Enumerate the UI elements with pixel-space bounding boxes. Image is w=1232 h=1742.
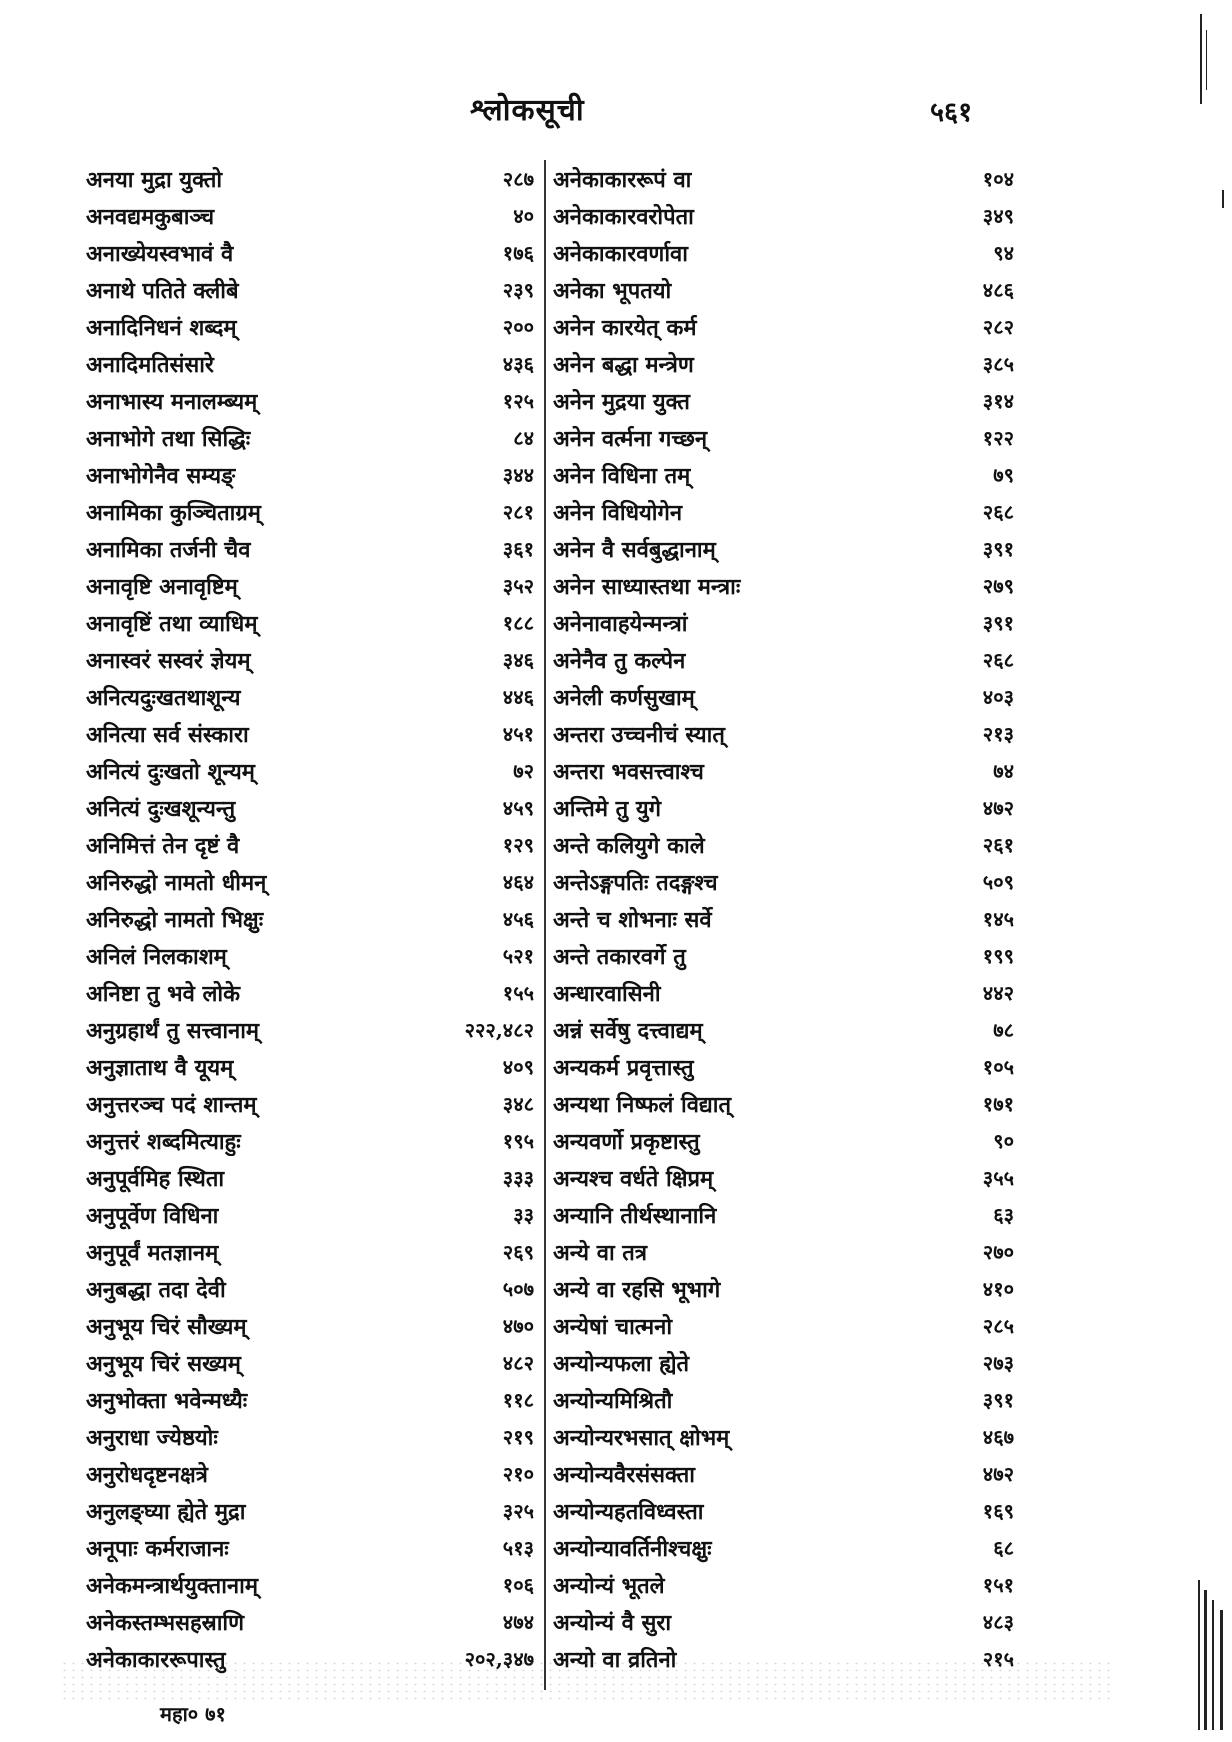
verse-text: अनेन बद्धा मन्त्रेण [553, 351, 694, 378]
page-reference: ५०७ [502, 1277, 534, 1301]
page-reference: २३९ [502, 278, 534, 302]
index-entry [86, 826, 542, 863]
page-reference: ४५१ [502, 722, 534, 746]
verse-text: अनावृष्टि अनावृष्टिम् [86, 573, 238, 600]
verse-text: अनेली कर्णसुखाम् [553, 684, 695, 711]
verse-text: अनुभूय चिरं सख्यम् [86, 1350, 241, 1377]
page-reference: ७९ [993, 463, 1014, 487]
verse-text: अनेकाकारवर्णावा [553, 240, 688, 267]
page-reference: १०४ [982, 167, 1014, 191]
page-reference: ३५५ [982, 1166, 1014, 1190]
page-reference: ३८५ [982, 352, 1014, 376]
signature-mark: महा० ७१ [160, 1702, 226, 1726]
verse-text: अनेन कारयेत् कर्म [553, 314, 697, 341]
verse-text: अनुपूर्वेण विधिना [86, 1202, 219, 1229]
page-reference: ४८६ [982, 278, 1014, 302]
verse-text: अनिमित्तं तेन दृष्टं वै [86, 832, 240, 859]
page-reference: २७३ [982, 1351, 1014, 1375]
page-reference: ६८ [993, 1536, 1014, 1560]
index-entry [553, 345, 1018, 382]
index-entry [86, 1529, 542, 1566]
index-entry [86, 530, 542, 567]
index-entry [86, 345, 542, 382]
verse-text: अनुभूय चिरं सौख्यम् [86, 1313, 247, 1340]
verse-text: अन्येषां चात्मनो [553, 1313, 673, 1340]
index-entry [86, 160, 542, 197]
verse-text: अन्योन्यं वै सुरा [553, 1609, 672, 1636]
verse-text: अनाभोगेनैव सम्यङ् [86, 462, 236, 489]
page-reference: ३९१ [982, 1388, 1014, 1412]
index-entry [86, 678, 542, 715]
verse-text: अन्ये वा रहसि भूभागे [553, 1276, 721, 1303]
verse-text: अन्यवर्णो प्रकृष्टास्तु [553, 1128, 700, 1155]
verse-text: अनेकस्तम्भसहस्राणि [86, 1609, 245, 1636]
verse-text: अनाभास्य मनालम्ब्यम् [86, 388, 258, 415]
verse-text: अनाथे पतिते क्लीबे [86, 277, 239, 304]
scan-noise [60, 1660, 1110, 1700]
verse-text: अनिलं निलकाशम् [86, 943, 227, 970]
page-reference: ३२५ [502, 1499, 534, 1523]
verse-text: अन्तिमे तु युगे [553, 795, 661, 822]
index-entry [553, 567, 1018, 604]
verse-text: अनेन विधिना तम् [553, 462, 691, 489]
page-reference: ५२१ [502, 944, 534, 968]
verse-text: अन्योन्यवैरसंसक्ता [553, 1461, 696, 1488]
index-entry [553, 715, 1018, 752]
index-entry [553, 1455, 1018, 1492]
page-reference: १२५ [502, 389, 534, 413]
page-reference: २१३ [982, 722, 1014, 746]
page-reference: १५५ [502, 981, 534, 1005]
verse-text: अन्यो वा व्रतिनो [553, 1646, 677, 1673]
verse-text: अनेनैव तु कल्पेन [553, 647, 686, 674]
page-reference: २७० [982, 1240, 1014, 1264]
index-entry [553, 271, 1018, 308]
page-reference: २०२,३४७ [464, 1647, 534, 1671]
index-entry [553, 752, 1018, 789]
index-entry [553, 1122, 1018, 1159]
verse-text: अन्यानि तीर्थस्थानानि [553, 1202, 717, 1229]
index-entry [553, 1270, 1018, 1307]
page-reference: ४१० [982, 1277, 1014, 1301]
verse-text: अन्ते तकारवर्गे तु [553, 943, 686, 970]
verse-text: अनामिका कुञ्चिताग्रम् [86, 499, 261, 526]
verse-text: अनुत्तरं शब्दमित्याहुः [86, 1128, 241, 1155]
index-entry [86, 1085, 542, 1122]
verse-text: अनूपाः कर्मराजानः [86, 1535, 229, 1562]
page-header [0, 88, 1232, 138]
verse-text: अनेका भूपतयो [553, 277, 672, 304]
page-reference: २१० [502, 1462, 534, 1486]
page-reference: ४८३ [982, 1610, 1014, 1634]
verse-text: अनुपूर्वमिह स्थिता [86, 1165, 225, 1192]
page-reference: १०६ [502, 1573, 534, 1597]
page-reference: २६८ [982, 648, 1014, 672]
verse-text: अनेकाकाररूपास्तु [86, 1646, 226, 1673]
verse-text: अनाख्येयस्वभावं वै [86, 240, 234, 267]
page-reference: २७९ [982, 574, 1014, 598]
page-reference: ५०९ [982, 870, 1014, 894]
index-entry [553, 974, 1018, 1011]
page-reference: ११८ [502, 1388, 534, 1412]
verse-text: अनामिका तर्जनी चैव [86, 536, 251, 563]
index-entry [86, 974, 542, 1011]
page-reference: ३४६ [502, 648, 534, 672]
verse-text: अनेन वै सर्वबुद्धानाम् [553, 536, 716, 563]
index-entry [553, 234, 1018, 271]
index-entry [86, 197, 542, 234]
index-entry [86, 1566, 542, 1603]
page-reference: २६१ [982, 833, 1014, 857]
index-entry [86, 752, 542, 789]
index-entry [553, 1529, 1018, 1566]
page-reference: ३४८ [502, 1092, 534, 1116]
verse-text: अन्योन्यं भूतले [553, 1572, 665, 1599]
verse-text: अनास्वरं सस्वरं ज्ञेयम् [86, 647, 251, 674]
index-entry [553, 1307, 1018, 1344]
index-entry [86, 863, 542, 900]
verse-text: अन्योन्यरभसात् क्षोभम् [553, 1424, 730, 1451]
index-entry [553, 1492, 1018, 1529]
index-entry [86, 567, 542, 604]
verse-text: अनुत्तरञ्च पदं शान्तम् [86, 1091, 257, 1118]
verse-text: अनुराधा ज्येष्ठयोः [86, 1424, 218, 1451]
verse-text: अन्योन्यमिश्रितौ [553, 1387, 673, 1414]
index-entry [86, 1233, 542, 1270]
verse-text: अनिरुद्धो नामतो भिक्षुः [86, 906, 264, 933]
index-entry [553, 493, 1018, 530]
index-entry [553, 826, 1018, 863]
page-reference: १२९ [502, 833, 534, 857]
page-reference: ४४२ [982, 981, 1014, 1005]
page-reference: ३५२ [502, 574, 534, 598]
index-entry [86, 1492, 542, 1529]
verse-text: अन्योन्यहतविध्वस्ता [553, 1498, 704, 1525]
page-reference: ८४ [513, 426, 534, 450]
verse-text: अनुग्रहार्थं तु सत्त्वानाम् [86, 1017, 260, 1044]
index-entry [553, 456, 1018, 493]
index-entry [553, 1011, 1018, 1048]
index-entry [553, 641, 1018, 678]
verse-text: अनवद्यमकुबाञ्च [86, 203, 215, 230]
page-reference: ३३ [513, 1203, 534, 1227]
index-entry [553, 1381, 1018, 1418]
page-reference: ४७४ [502, 1610, 534, 1634]
verse-text: अन्ये वा तत्र [553, 1239, 647, 1266]
index-entry [86, 1196, 542, 1233]
page-reference: ४७० [502, 1314, 534, 1338]
page-reference: २६९ [502, 1240, 534, 1264]
page-reference: ७८ [993, 1018, 1014, 1042]
page-edge-marks [1192, 0, 1232, 1742]
page-reference: ४५९ [502, 796, 534, 820]
index-entry [86, 1011, 542, 1048]
index-entry [553, 1566, 1018, 1603]
page-reference: ५१३ [502, 1536, 534, 1560]
verse-text: अन्योन्यफला ह्येते [553, 1350, 690, 1377]
index-entry [86, 937, 542, 974]
index-entry [553, 160, 1018, 197]
index-entry [553, 1196, 1018, 1233]
verse-text: अनुबद्धा तदा देवी [86, 1276, 226, 1303]
verse-text: अनेकमन्त्रार्थयुक्तानाम् [86, 1572, 258, 1599]
page-reference: १७६ [502, 241, 534, 265]
index-entry [86, 308, 542, 345]
index-entry [553, 1085, 1018, 1122]
verse-text: अनेनावाहयेन्मन्त्रां [553, 610, 688, 637]
index-entry [553, 1159, 1018, 1196]
index-entry [86, 1455, 542, 1492]
page-reference: ४७२ [982, 1462, 1014, 1486]
index-entry [86, 641, 542, 678]
verse-text: अनित्यं दुःखतो शून्यम् [86, 758, 255, 785]
page-reference: १९९ [982, 944, 1014, 968]
page-reference: २१९ [502, 1425, 534, 1449]
index-entry [553, 197, 1018, 234]
column-divider [544, 160, 546, 1690]
page-reference: ४६७ [982, 1425, 1014, 1449]
page-reference: ४६४ [502, 870, 534, 894]
verse-text: अनुपूर्वं मतज्ञानम् [86, 1239, 219, 1266]
index-entry [553, 900, 1018, 937]
index-entry [86, 1270, 542, 1307]
verse-text: अनुरोधदृष्टनक्षत्रे [86, 1461, 208, 1488]
index-entry [86, 1122, 542, 1159]
index-entry [86, 789, 542, 826]
index-entry [553, 1048, 1018, 1085]
verse-text: अन्नं सर्वेषु दत्त्वाद्यम् [553, 1017, 703, 1044]
index-entry [86, 456, 542, 493]
index-entry [553, 1233, 1018, 1270]
page-reference: २८५ [982, 1314, 1014, 1338]
page-reference: ९४ [993, 241, 1014, 265]
index-entry [553, 382, 1018, 419]
page-reference: ३१४ [982, 389, 1014, 413]
index-entry [86, 1048, 542, 1085]
index-entry [553, 678, 1018, 715]
index-entry [553, 1603, 1018, 1640]
page-reference: १०५ [982, 1055, 1014, 1079]
index-entry [553, 1344, 1018, 1381]
verse-text: अनादिनिधनं शब्दम् [86, 314, 237, 341]
verse-text: अन्तरा भवसत्त्वाश्च [553, 758, 704, 785]
verse-text: अन्यश्च वर्धते क्षिप्रम् [553, 1165, 714, 1192]
index-entry [553, 937, 1018, 974]
index-entry [553, 604, 1018, 641]
verse-text: अनादिमतिसंसारे [86, 351, 214, 378]
verse-text: अनित्यं दुःखशून्यन्तु [86, 795, 236, 822]
index-entry [86, 493, 542, 530]
verse-text: अन्तेऽङ्गपतिः तदङ्गश्च [553, 869, 718, 896]
verse-text: अनावृष्टिं तथा व्याधिम् [86, 610, 258, 637]
verse-text: अनेन मुद्रया युक्त [553, 388, 690, 415]
page-reference: ४८२ [502, 1351, 534, 1375]
page-reference: ४० [513, 204, 534, 228]
page-reference: १७१ [982, 1092, 1014, 1116]
page-reference: १८८ [502, 611, 534, 635]
page-reference: ३९१ [982, 537, 1014, 561]
verse-text: अन्धारवासिनी [553, 980, 661, 1007]
index-entry [553, 1418, 1018, 1455]
verse-text: अनिरुद्धो नामतो धीमन् [86, 869, 267, 896]
page-reference: २८७ [502, 167, 534, 191]
page-reference: ३३३ [502, 1166, 534, 1190]
page-reference: २०० [502, 315, 534, 339]
page-reference: २१५ [982, 1647, 1014, 1671]
index-entry [86, 604, 542, 641]
page-reference: ३४९ [982, 204, 1014, 228]
index-entry [86, 1381, 542, 1418]
verse-text: अनया मुद्रा युक्तो [86, 166, 223, 193]
verse-text: अन्ते च शोभनाः सर्वे [553, 906, 712, 933]
verse-text: अनुज्ञाताथ वै यूयम् [86, 1054, 234, 1081]
verse-text: अनेकाकाररूपं वा [553, 166, 692, 193]
verse-text: अनित्यदुःखतथाशून्य [86, 684, 241, 711]
verse-text: अन्योन्यावर्तिनीश्चक्षुः [553, 1535, 712, 1562]
index-entry [86, 1344, 542, 1381]
index-entry [86, 715, 542, 752]
page-reference: २८१ [502, 500, 534, 524]
page-reference: ७२ [513, 759, 534, 783]
index-entry [86, 1603, 542, 1640]
verse-text: अनित्या सर्व संस्कारा [86, 721, 249, 748]
page-reference: ६३ [993, 1203, 1014, 1227]
verse-text: अनिष्टा तु भवे लोके [86, 980, 240, 1007]
index-entry [553, 419, 1018, 456]
index-entry [86, 1159, 542, 1196]
page-reference: १५१ [982, 1573, 1014, 1597]
index-entry [86, 900, 542, 937]
verse-text: अनेन वर्त्मना गच्छन् [553, 425, 708, 452]
page-reference: ३६१ [502, 537, 534, 561]
index-entry [86, 234, 542, 271]
index-entry [86, 419, 542, 456]
page-reference: ४०३ [982, 685, 1014, 709]
verse-text: अनाभोगे तथा सिद्धिः [86, 425, 251, 452]
page-reference: ४५६ [502, 907, 534, 931]
page-reference: ४०९ [502, 1055, 534, 1079]
page-reference: १६९ [982, 1499, 1014, 1523]
page-reference: ४७२ [982, 796, 1014, 820]
verse-index-right-column [553, 160, 1018, 1695]
verse-text: अनेकाकारवरोपेता [553, 203, 694, 230]
index-entry [86, 271, 542, 308]
verse-text: अनुलङ्घ्या ह्येते मुद्रा [86, 1498, 246, 1525]
verse-text: अनेन साध्यास्तथा मन्त्राः [553, 573, 741, 600]
page-reference: ९० [993, 1129, 1014, 1153]
page-number: ५६१ [930, 97, 973, 128]
index-entry [86, 382, 542, 419]
verse-text: अनुभोक्ता भवेन्मध्यैः [86, 1387, 248, 1414]
index-entry [86, 1307, 542, 1344]
page-reference: १२२ [982, 426, 1014, 450]
index-entry [86, 1418, 542, 1455]
index-entry [553, 530, 1018, 567]
page-title: श्लोकसूची [470, 93, 585, 128]
page-reference: ४४६ [502, 685, 534, 709]
page-reference: ३४४ [502, 463, 534, 487]
verse-text: अन्यकर्म प्रवृत्तास्तु [553, 1054, 694, 1081]
page-reference: ७४ [993, 759, 1014, 783]
verse-text: अन्तरा उच्चनीचं स्यात् [553, 721, 725, 748]
page-reference: ३९१ [982, 611, 1014, 635]
page-reference: २२२,४८२ [464, 1018, 534, 1042]
page-reference: २८२ [982, 315, 1014, 339]
index-entry [553, 863, 1018, 900]
page-reference: २६८ [982, 500, 1014, 524]
verse-text: अनेन विधियोगेन [553, 499, 683, 526]
verse-index-left-column [86, 160, 542, 1695]
page-reference: १४५ [982, 907, 1014, 931]
verse-text: अन्यथा निष्फलं विद्यात् [553, 1091, 732, 1118]
page-reference: १९५ [502, 1129, 534, 1153]
page-reference: ४३६ [502, 352, 534, 376]
verse-text: अन्ते कलियुगे काले [553, 832, 705, 859]
index-entry [553, 308, 1018, 345]
index-entry [553, 789, 1018, 826]
